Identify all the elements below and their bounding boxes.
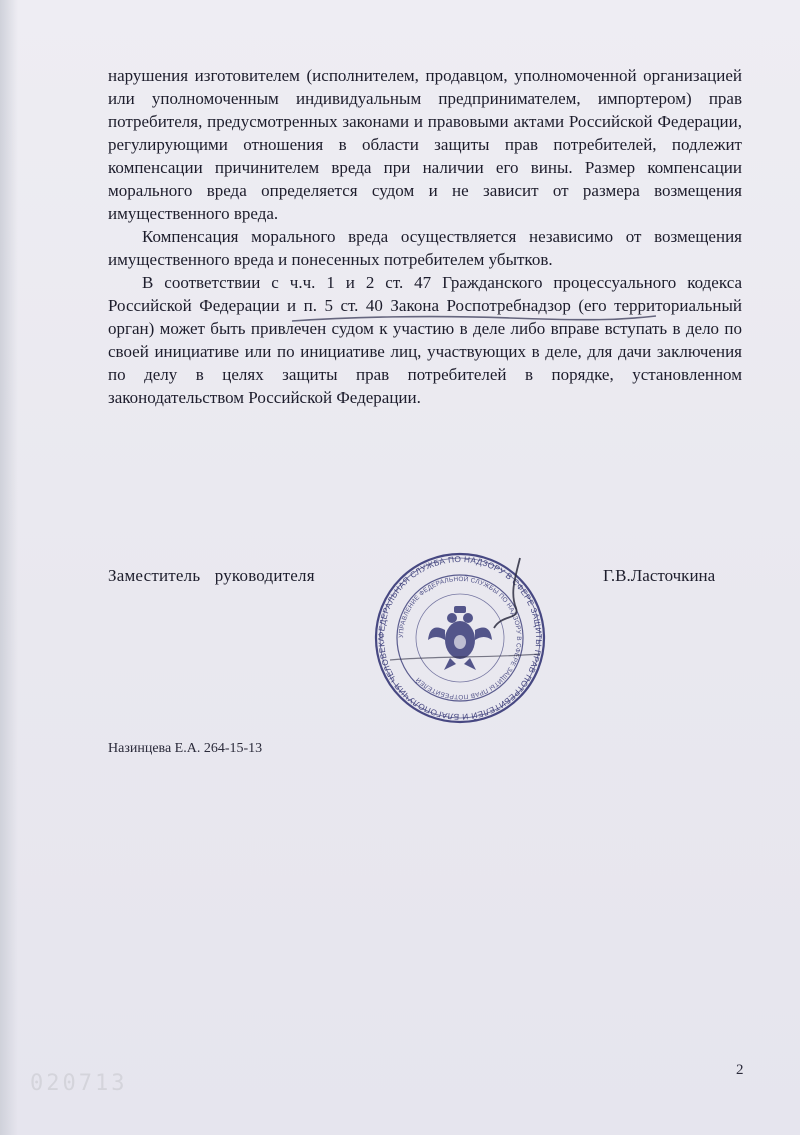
seal-inner-text: УПРАВЛЕНИЕ ФЕДЕРАЛЬНОЙ СЛУЖБЫ ПО НАДЗОРУ В СФЕРЕ ЗАЩИТЫ ПРАВ ПОТРЕБИТЕЛЕЙ [397,575,523,701]
signature-title: Заместитель руководителя [108,566,315,585]
paragraph-moral-damage: нарушения изготовителем (исполнителем, продавцом, уполномоченной организацией или уполномоченным индивидуальным предпринимателем, импортером) прав потребителя, предусмотренных законами и правовыми актами Российской Федерации, регулирующими отношения в области защиты прав потребителей, подлежит компенсации причинителем вреда при наличии его вины. Размер компенсации морального вреда определяется судом и не зависит от размера возмещения имущественного вреда. [108,66,742,223]
seal-outer-text: ФЕДЕРАЛЬНАЯ СЛУЖБА ПО НАДЗОРУ В СФЕРЕ ЗАЩИТЫ ПРАВ ПОТРЕБИТЕЛЕЙ И БЛАГОПОЛУЧИЯ ЧЕЛОВЕКА [375,553,545,723]
pen-underline [290,312,660,328]
page-number: 2 [736,1062,744,1078]
signature-name: Г.В.Ласточкина [603,566,716,585]
document-body [108,64,742,409]
paragraph-compensation: Компенсация морального вреда осуществляется независимо от возмещения имущественного вреда и понесенных потребителем убытков. [108,227,742,269]
official-seal-icon [370,548,550,728]
paragraph-legal-basis: В соответствии с ч.ч. 1 и 2 ст. 47 Гражданского процессуального кодекса Российской Федерации и п. 5 ст. 40 Закона Роспотребнадзор (его территориальный орган) может быть привлечен судом к участию в деле либо вправе вступать в дело по своей инициативе или по инициативе лиц, участвующих в деле, для дачи заключения по делу в целях защиты прав потребителей в порядке, установленном законодательством Российской Федерации. [108,273,742,407]
executor-contact: Назинцева Е.А. 264-15-13 [108,741,263,756]
document-number: 020713 [30,1071,128,1096]
